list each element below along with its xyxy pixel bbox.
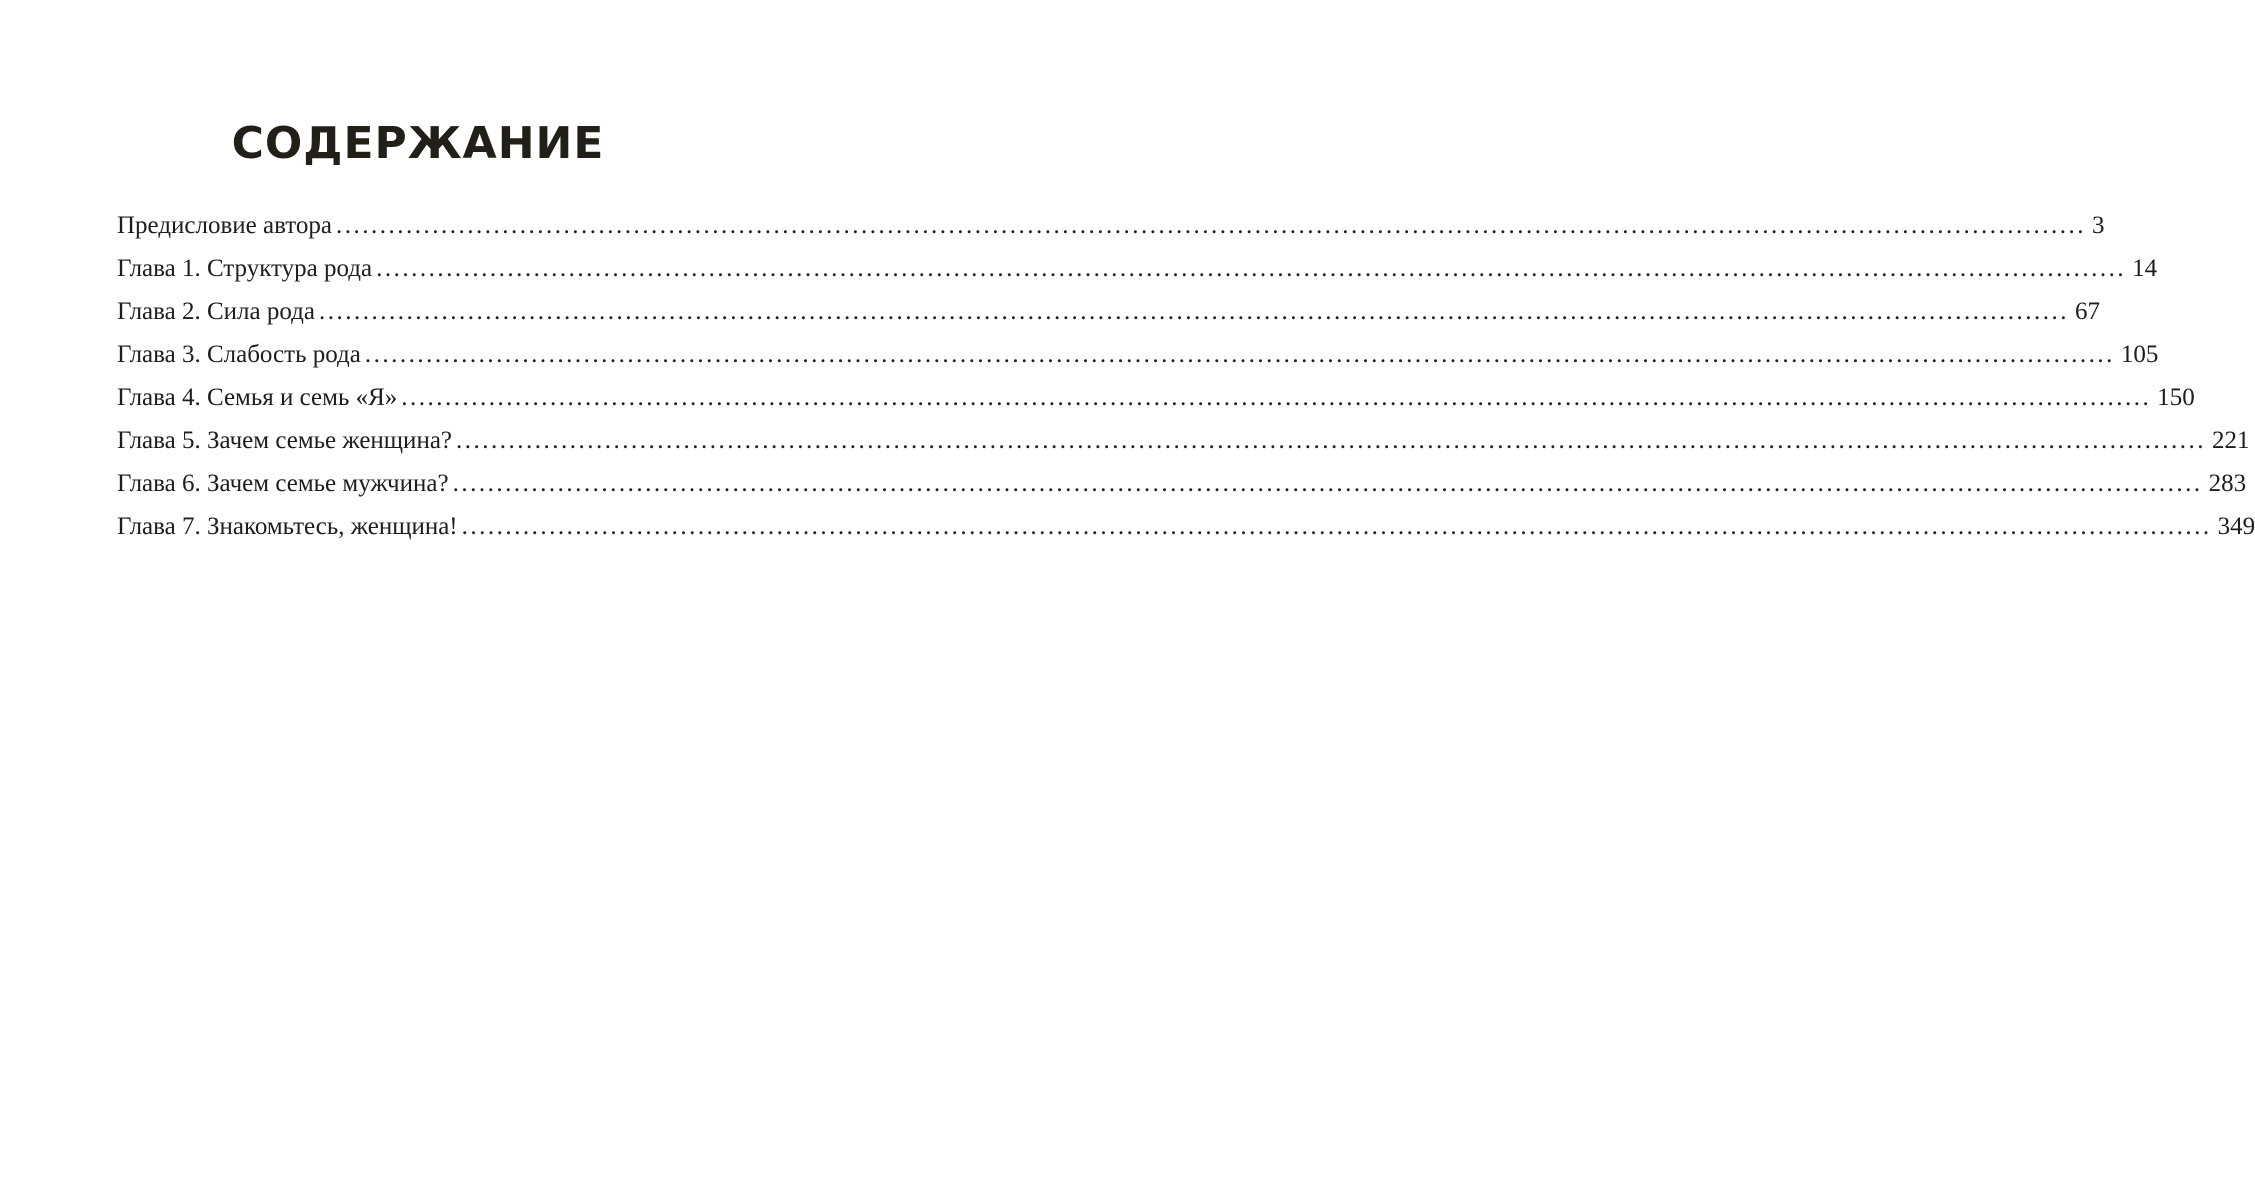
dot-leader: ........................................................................................................................................................................................................ <box>401 384 2152 411</box>
toc-entry-chapter-2[interactable] <box>117 290 2100 333</box>
toc-entry-label: Глава 6. Зачем семье мужчина? <box>117 470 449 497</box>
toc-entry-label: Предисловие автора <box>117 212 332 239</box>
toc-entry-label: Глава 1. Структура рода <box>117 255 373 282</box>
toc-entry-label: Глава 2. Сила рода <box>117 298 315 325</box>
toc-entry-page: 105 <box>2120 341 2159 368</box>
toc-entry-chapter-3[interactable] <box>117 333 2159 376</box>
dot-leader: ........................................................................................................................................................................................................ <box>456 427 2207 454</box>
dot-leader: ........................................................................................................................................................................................................ <box>318 298 2069 325</box>
toc-entry-page: 221 <box>2212 427 2250 454</box>
toc-entry-page: 67 <box>2074 298 2100 325</box>
toc-entry-chapter-5[interactable] <box>117 419 2250 462</box>
table-of-contents <box>117 204 2255 548</box>
dot-leader: ........................................................................................................................................................................................................ <box>364 341 2115 368</box>
dot-leader: ........................................................................................................................................................................................................ <box>336 212 2086 239</box>
dot-leader: ........................................................................................................................................................................................................ <box>452 470 2203 497</box>
toc-entry-chapter-6[interactable] <box>117 462 2247 505</box>
toc-entry-label: Глава 7. Знакомьтесь, женщина! <box>117 513 458 540</box>
toc-entry-label: Глава 3. Слабость рода <box>117 341 361 368</box>
page-title: СОДЕРЖАНИЕ <box>231 118 605 169</box>
toc-entry-label: Глава 5. Зачем семье женщина? <box>117 427 453 454</box>
toc-entry-preface[interactable] <box>117 204 2105 247</box>
dot-leader: ........................................................................................................................................................................................................ <box>461 513 2212 540</box>
toc-entry-chapter-4[interactable] <box>117 376 2195 419</box>
toc-entry-page: 349 <box>2217 513 2255 540</box>
toc-entry-chapter-7[interactable] <box>117 505 2255 548</box>
toc-entry-page: 150 <box>2157 384 2195 411</box>
toc-entry-label: Глава 4. Семья и семь «Я» <box>117 384 398 411</box>
toc-entry-page: 14 <box>2132 255 2158 282</box>
toc-entry-chapter-1[interactable] <box>117 247 2158 290</box>
toc-entry-page: 283 <box>2208 470 2247 497</box>
toc-entry-page: 3 <box>2092 212 2105 239</box>
dot-leader: ........................................................................................................................................................................................................ <box>376 255 2127 282</box>
